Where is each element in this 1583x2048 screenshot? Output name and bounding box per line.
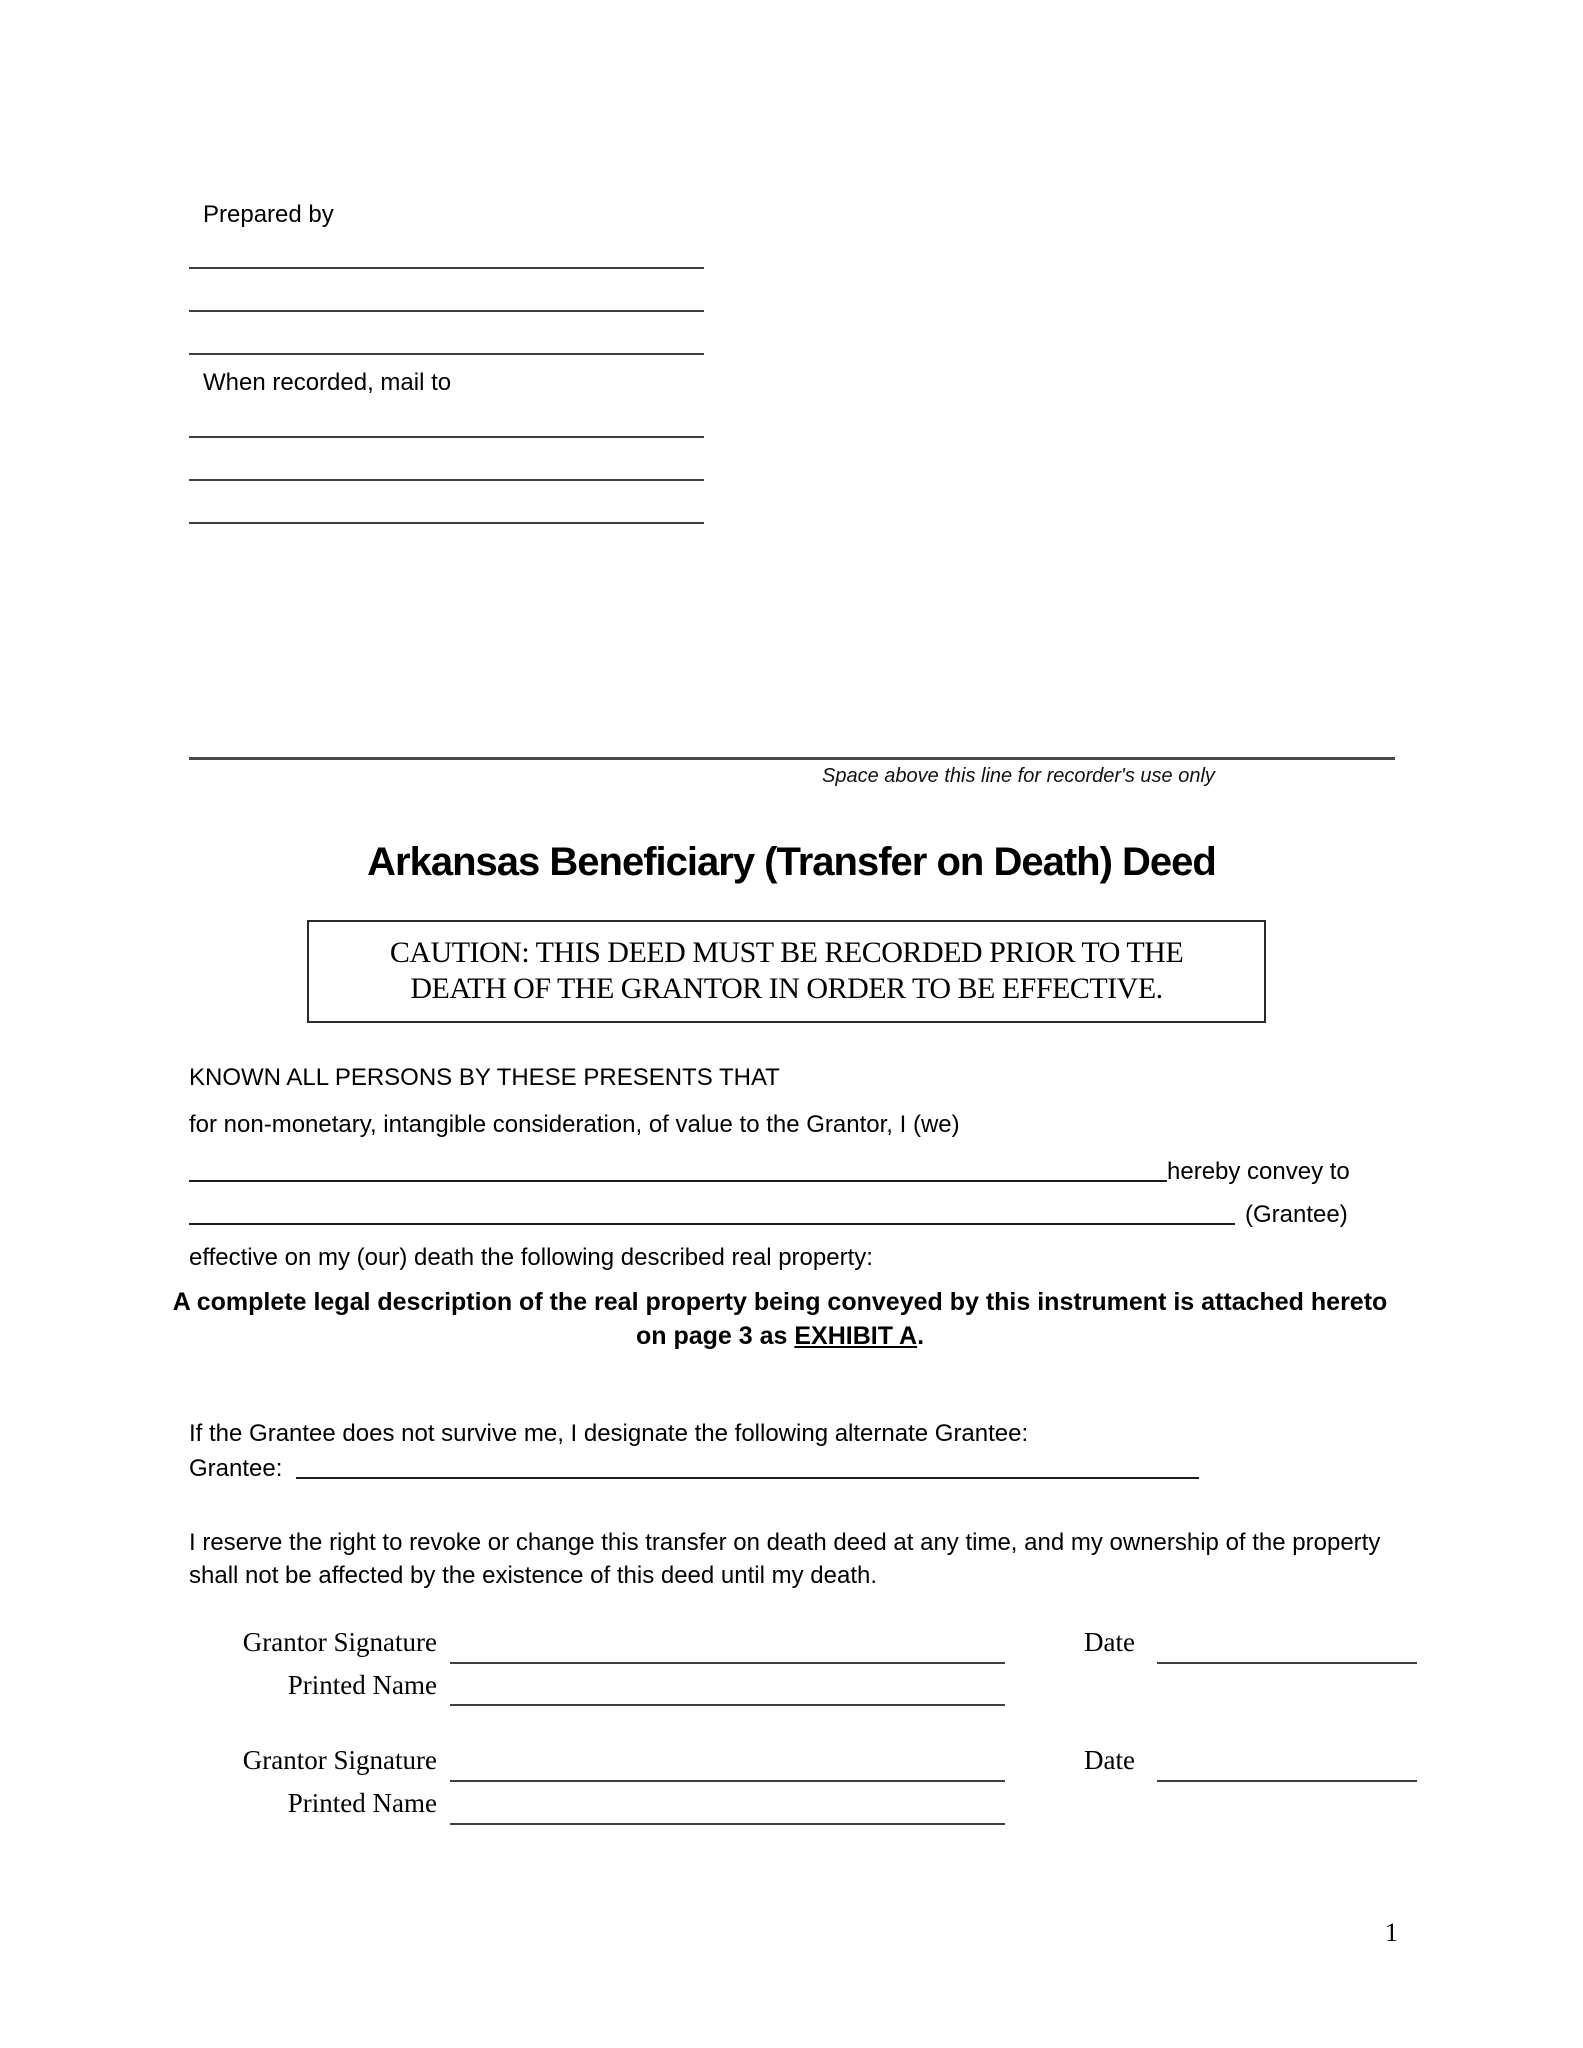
known-persons-clause: KNOWN ALL PERSONS BY THESE PRESENTS THAT (189, 1064, 780, 1091)
printed-name-label-2: Printed Name (287, 1788, 437, 1818)
recorder-use-note: Space above this line for recorder's use only (822, 765, 1215, 787)
mail-to-line-2[interactable] (189, 479, 704, 481)
grantor-signature-field-1[interactable] (450, 1662, 1005, 1664)
grantor-signature-label-2: Grantor Signature (242, 1745, 437, 1775)
recorder-divider-rule (189, 757, 1395, 760)
date-field-2[interactable] (1157, 1780, 1417, 1782)
effective-clause: effective on my (our) death the following described real property: (189, 1244, 873, 1271)
date-label-1: Date (1084, 1627, 1135, 1657)
legal-description-notice (165, 1285, 1395, 1353)
grantee-suffix-text: (Grantee) (1245, 1201, 1348, 1228)
prepared-by-line-3[interactable] (189, 353, 704, 355)
document-title: Arkansas Beneficiary (Transfer on Death) Deed (367, 840, 1216, 884)
caution-text-line-1: CAUTION: THIS DEED MUST BE RECORDED PRIOR TO THE (389, 936, 1184, 969)
mail-to-line-1[interactable] (189, 436, 704, 438)
date-label-2: Date (1084, 1745, 1135, 1775)
alternate-grantee-clause: If the Grantee does not survive me, I designate the following alternate Grantee: (189, 1420, 1029, 1447)
printed-name-label-1: Printed Name (287, 1670, 437, 1700)
grantor-name-field[interactable] (189, 1180, 1167, 1182)
prepared-by-line-1[interactable] (189, 267, 704, 269)
printed-name-field-2[interactable] (450, 1823, 1005, 1825)
when-recorded-label: When recorded, mail to (203, 369, 452, 396)
alternate-grantee-field[interactable] (296, 1477, 1199, 1479)
page-number: 1 (1385, 1918, 1398, 1947)
caution-box (307, 920, 1266, 1023)
date-field-1[interactable] (1157, 1662, 1417, 1664)
printed-name-field-1[interactable] (450, 1704, 1005, 1706)
legal-description-prefix: A complete legal description of the real property being conveyed by this instrument is attached hereto on page 3 as (172, 1288, 1388, 1350)
convey-suffix-text: hereby convey to (1167, 1158, 1350, 1185)
prepared-by-label: Prepared by (203, 201, 334, 228)
grantee-field-label: Grantee: (189, 1455, 283, 1482)
legal-description-suffix: . (917, 1322, 925, 1350)
mail-to-line-3[interactable] (189, 522, 704, 524)
prepared-by-line-2[interactable] (189, 310, 704, 312)
grantee-name-field[interactable] (189, 1223, 1235, 1225)
grantor-signature-field-2[interactable] (450, 1780, 1005, 1782)
exhibit-a-reference: EXHIBIT A (794, 1322, 918, 1350)
grantor-signature-label-1: Grantor Signature (242, 1627, 437, 1657)
caution-text-line-2: DEATH OF THE GRANTOR IN ORDER TO BE EFFECTIVE. (410, 972, 1163, 1005)
revocation-clause: I reserve the right to revoke or change this transfer on death deed at any time, and my ownership of the property shall not be affected by the existence of this deed until my death. (189, 1529, 1381, 1589)
consideration-clause: for non-monetary, intangible consideration, of value to the Grantor, I (we) (189, 1111, 960, 1138)
